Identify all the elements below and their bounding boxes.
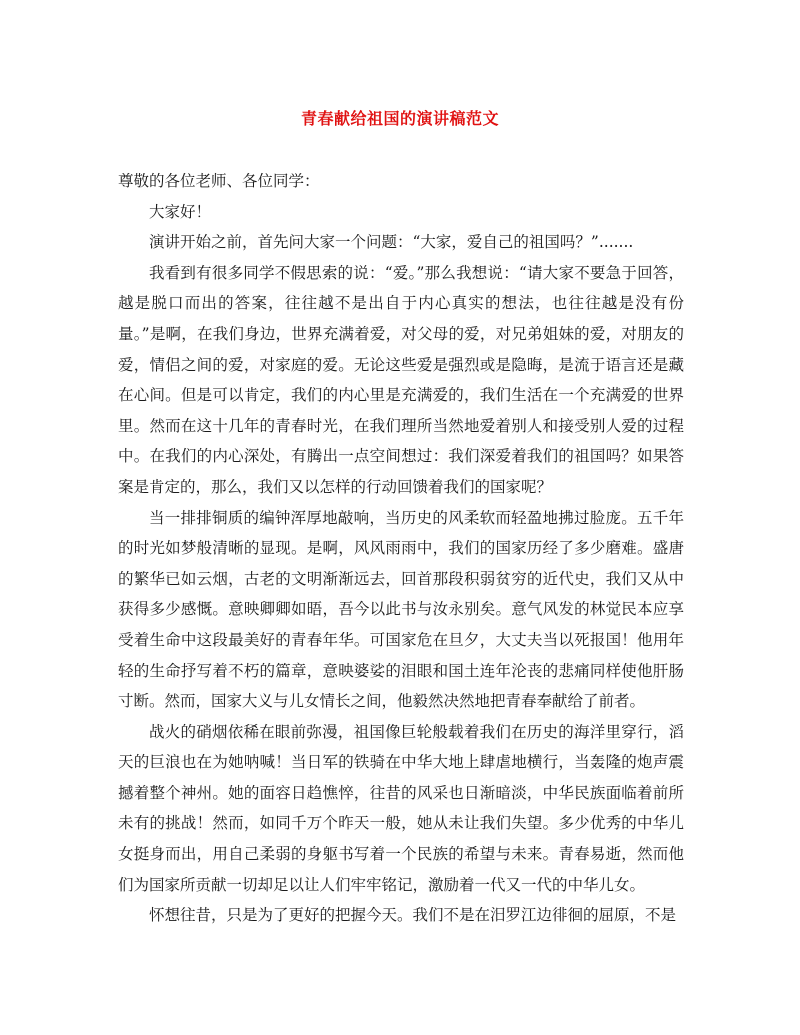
paragraph-greeting: 大家好！ — [149, 202, 212, 221]
paragraph-history: 当一排排铜质的编钟浑厚地敲响，当历史的风柔软而轻盈地拂过脸庞。五千年的时光如梦般清晰的显现。是啊，风风雨雨中，我们的国家历经了多少磨难。盛唐的繁华已如云烟，古老的文明渐渐远去，回首那段积弱贫穷的近代史，我们又从中获得多少感慨。意映卿卿如晤，吾今以此书与汝永别矣。意气风发的林觉民本应享受着生命中这段最美好的青春年华。可国家危在旦夕，大丈夫当以死报国！他用年轻的生命抒写着不朽的篇章，意映婆娑的泪眼和国土连年沦丧的悲痛同样使他肝肠寸断。然而，国家大义与儿女情长之间，他毅然决然地把青春奉献给了前者。 — [118, 508, 684, 711]
paragraph-question: 演讲开始之前，首先问大家一个问题：“大家，爱自己的祖国吗？”....... — [149, 233, 634, 252]
paragraph-war: 战火的硝烟依稀在眼前弥漫，祖国像巨轮般载着我们在历史的海洋里穿行，滔天的巨浪也在为她呐喊！当日军的铁骑在中华大地上肆虐地横行，当轰隆的炮声震撼着整个神州。她的面容日趋憔悴，往昔的风采也日渐暗淡，中华民族面临着前所未有的挑战！然而，如同千万个昨天一般，她从未让我们失望。多少优秀的中华儿女挺身而出，用自己柔弱的身躯书写着一个民族的希望与未来。青春易逝，然而他们为国家所贡献一切却足以让人们牢牢铭记，激励着一代又一代的中华儿女。 — [118, 722, 684, 894]
paragraph-reflection: 怀想往昔，只是为了更好的把握今天。我们不是在汨罗江边徘徊的屈原，不是 — [149, 906, 677, 925]
document-body — [118, 166, 684, 931]
document-title: 青春献给祖国的演讲稿范文 — [300, 109, 499, 128]
salutation: 尊敬的各位老师、各位同学： — [118, 172, 320, 190]
paragraph-love: 我看到有很多同学不假思索的说：“爱。”那么我想说：“请大家不要急于回答，越是脱口而出的答案，往往越不是出自于内心真实的想法，也往往越是没有份量。”是啊，在我们身边，世界充满着爱，对父母的爱，对兄弟姐妹的爱，对朋友的爱，情侣之间的爱，对家庭的爱。无论这些爱是强烈或是隐晦，是流于语言还是藏在心间。但是可以肯定，我们的内心里是充满爱的，我们生活在一个充满爱的世界里。然而在这十几年的青春时光，在我们理所当然地爱着别人和接受别人爱的过程中。在我们的内心深处，有腾出一点空间想过：我们深爱着我们的祖国吗？如果答案是肯定的，那么，我们又以怎样的行动回馈着我们的国家呢？ — [118, 263, 684, 496]
